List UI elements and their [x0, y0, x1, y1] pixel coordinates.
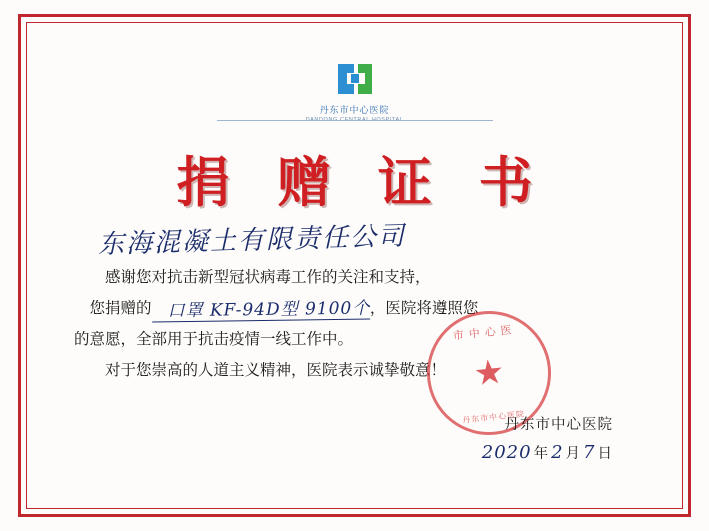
donation-item-fill: 口罩 KF-94D型 9100个 [151, 298, 370, 322]
body-line-2-prefix: 您捐赠的 [89, 299, 152, 317]
date-day-label: 日 [597, 446, 613, 462]
date-month: 2 [551, 442, 564, 463]
page-title: 捐 赠 证 书 [176, 150, 547, 214]
certificate-content [40, 34, 669, 497]
header-divider [217, 120, 493, 121]
seal-bottom-text: 丹东市中心医院 [461, 409, 526, 426]
issuing-organization: 丹东市中心医院 [504, 417, 613, 433]
seal-top-text: 市中心医 [452, 322, 518, 343]
hospital-name-cn: 丹东市中心医院 [319, 106, 390, 116]
hospital-logo-block [40, 60, 669, 123]
recipient-name: 东海混凝土有限责任公司 [97, 221, 407, 260]
body-line-3: 的意愿，全部用于抗击疫情一线工作中。 [74, 330, 354, 348]
signature-block [313, 413, 613, 463]
body-line-2-suffix: ，医院将遵照您 [369, 299, 479, 317]
body-line-4: 对于您崇高的人道主义精神，医院表示诚挚敬意！ [105, 361, 447, 379]
issue-date [313, 442, 613, 463]
date-year-label: 年 [533, 446, 550, 462]
body-line-2 [74, 293, 635, 324]
seal-star-icon: ★ [471, 351, 507, 395]
body-line-1: 感谢您对抗击新型冠状病毒工作的关注和支持， [105, 268, 431, 286]
hospital-logo-icon [334, 60, 376, 98]
date-year: 2020 [481, 442, 532, 463]
date-day: 7 [583, 442, 596, 463]
date-month-label: 月 [565, 446, 582, 462]
